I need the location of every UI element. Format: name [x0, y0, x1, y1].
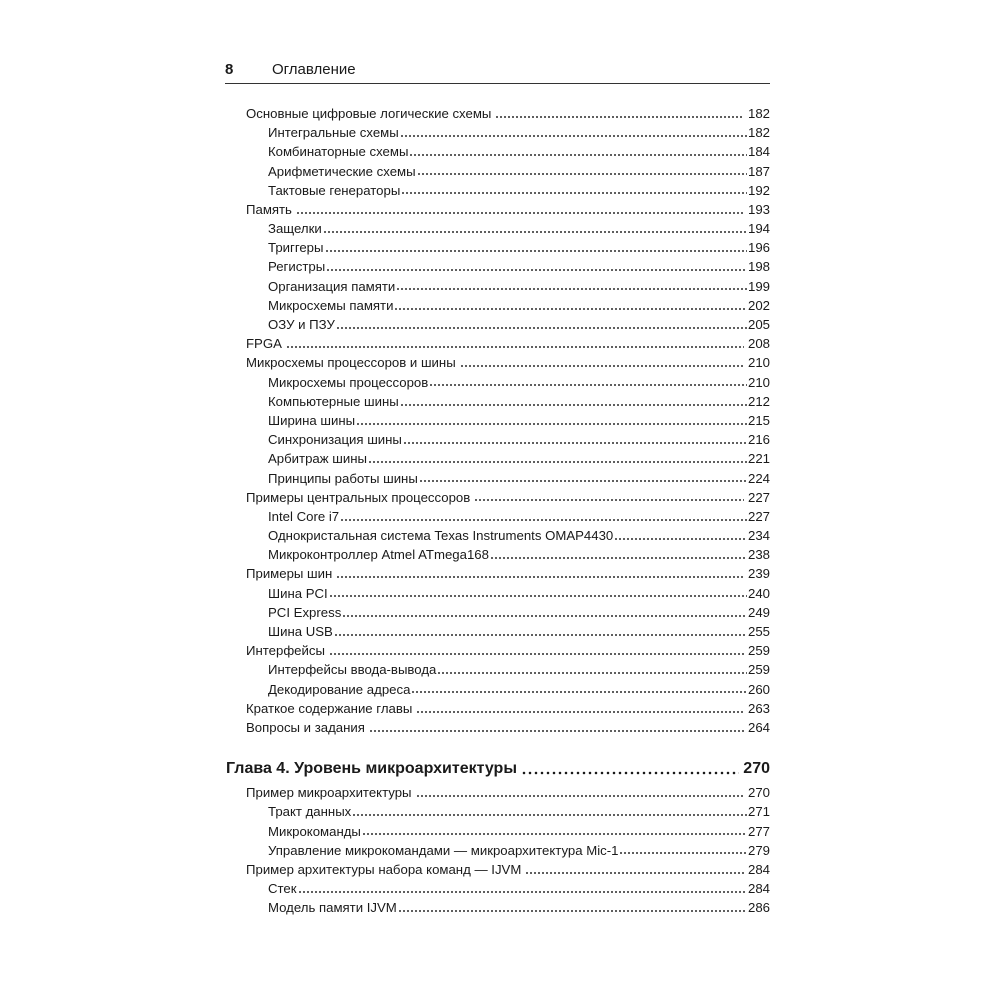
- toc-entry-page-number: 277: [747, 823, 770, 839]
- toc-entry-page-number: 192: [747, 182, 770, 198]
- dot-leader: [417, 172, 747, 177]
- toc-entry[interactable]: [226, 718, 770, 737]
- toc-entry-title: Примеры центральных процессоров: [246, 489, 471, 505]
- dot-leader: [298, 889, 747, 894]
- dot-leader: [525, 870, 744, 875]
- toc-entry[interactable]: [226, 699, 770, 718]
- toc-entry[interactable]: [226, 334, 770, 353]
- toc-entry-title: Комбинаторные схемы: [268, 144, 409, 160]
- toc-entry[interactable]: [226, 353, 770, 372]
- toc-entry[interactable]: [226, 123, 770, 142]
- toc-entry-page-number: 260: [747, 681, 770, 697]
- toc-entry[interactable]: [226, 315, 770, 334]
- toc-entry-page-number: 210: [747, 374, 770, 390]
- toc-entry-page-number: 208: [747, 336, 770, 352]
- dot-leader: [437, 671, 747, 676]
- toc-entry[interactable]: [226, 641, 770, 660]
- dot-leader: [323, 229, 747, 234]
- toc-entry-title: Микроконтроллер Atmel ATmega168: [268, 547, 489, 563]
- dot-leader: [619, 851, 747, 856]
- toc-entry-title: Тактовые генераторы: [268, 182, 401, 198]
- toc-entry-title: Синхронизация шины: [268, 432, 402, 448]
- toc-entry-page-number: 286: [747, 900, 770, 916]
- toc-entry-page-number: 187: [747, 163, 770, 179]
- dot-leader: [336, 325, 747, 330]
- toc-entry[interactable]: [226, 238, 770, 257]
- toc-entry-title: Ширина шины: [268, 412, 356, 428]
- toc-entry-page-number: 227: [747, 489, 770, 505]
- toc-entry[interactable]: [226, 430, 770, 449]
- dot-leader: [325, 249, 747, 254]
- dot-leader: [419, 479, 747, 484]
- toc-entry-page-number: 270: [743, 760, 770, 778]
- toc-entry[interactable]: [226, 296, 770, 315]
- toc-entry-title: Основные цифровые логические схемы: [246, 105, 492, 121]
- toc-entry[interactable]: [226, 181, 770, 200]
- toc-entry[interactable]: [226, 898, 770, 917]
- toc-entry[interactable]: [226, 469, 770, 488]
- toc-entry-page-number: 249: [747, 604, 770, 620]
- toc-entry-title: Тракт данных: [268, 804, 352, 820]
- dot-leader: [356, 421, 747, 426]
- toc-entry-page-number: 239: [747, 566, 770, 582]
- toc-entry-page-number: 196: [747, 240, 770, 256]
- dot-leader: [329, 651, 744, 656]
- toc-entry-title: Интерфейсы: [246, 643, 325, 659]
- toc-entry-title: Шина USB: [268, 624, 333, 640]
- toc-entry-page-number: 202: [747, 297, 770, 313]
- toc-entry-page-number: 259: [747, 662, 770, 678]
- toc-entry-page-number: 234: [747, 528, 770, 544]
- toc-entry-title: Стек: [268, 881, 297, 897]
- toc-entry-title: Краткое содержание главы: [246, 700, 413, 716]
- toc-entry-title: Интегральные схемы: [268, 125, 399, 141]
- dot-leader: [409, 153, 747, 158]
- toc-entry[interactable]: [226, 200, 770, 219]
- toc-entry[interactable]: [226, 488, 770, 507]
- toc-entry-page-number: 279: [747, 842, 770, 858]
- dot-leader: [403, 440, 747, 445]
- table-of-contents: [226, 104, 770, 918]
- toc-entry[interactable]: [226, 822, 770, 841]
- header-divider: [225, 83, 770, 84]
- toc-entry-page-number: 221: [747, 451, 770, 467]
- dot-leader: [336, 575, 744, 580]
- toc-entry[interactable]: [226, 507, 770, 526]
- toc-entry-page-number: 259: [747, 643, 770, 659]
- page-number: 8: [225, 61, 234, 78]
- toc-entry-page-number: 193: [747, 201, 770, 217]
- toc-entry-title: Однокристальная система Texas Instruments OMAP4430: [268, 528, 614, 544]
- toc-chapter-entry[interactable]: [226, 755, 770, 783]
- toc-entry-title: Память: [246, 201, 292, 217]
- toc-entry-title: Триггеры: [268, 240, 324, 256]
- dot-leader: [400, 402, 747, 407]
- toc-entry-title: PCI Express: [268, 604, 342, 620]
- toc-entry-page-number: 224: [747, 470, 770, 486]
- dot-leader: [398, 909, 747, 914]
- dot-leader: [394, 306, 747, 311]
- toc-entry-page-number: 194: [747, 221, 770, 237]
- toc-entry-page-number: 270: [747, 785, 770, 801]
- toc-entry-page-number: 284: [747, 861, 770, 877]
- toc-entry-page-number: 215: [747, 412, 770, 428]
- toc-entry[interactable]: [226, 449, 770, 468]
- toc-entry[interactable]: [226, 373, 770, 392]
- toc-entry-title: Микросхемы процессоров и шины: [246, 355, 456, 371]
- dot-leader: [401, 191, 747, 196]
- toc-entry-page-number: 284: [747, 881, 770, 897]
- dot-leader: [396, 287, 747, 292]
- dot-leader: [521, 770, 739, 776]
- dot-leader: [368, 460, 747, 465]
- toc-entry[interactable]: [226, 802, 770, 821]
- toc-entry-title: Примеры шин: [246, 566, 333, 582]
- toc-entry[interactable]: [226, 622, 770, 641]
- dot-leader: [495, 114, 744, 119]
- dot-leader: [286, 344, 744, 349]
- dot-leader: [362, 832, 747, 837]
- chapter-spacer: [226, 737, 770, 755]
- toc-entry[interactable]: [226, 219, 770, 238]
- toc-entry-page-number: 182: [747, 125, 770, 141]
- toc-entry-title: Организация памяти: [268, 278, 396, 294]
- toc-entry[interactable]: [226, 411, 770, 430]
- running-header: [225, 58, 770, 84]
- toc-entry-title: Принципы работы шины: [268, 470, 418, 486]
- toc-entry[interactable]: [226, 603, 770, 622]
- toc-entry-page-number: 216: [747, 432, 770, 448]
- dot-leader: [460, 364, 744, 369]
- toc-entry[interactable]: [226, 392, 770, 411]
- toc-entry[interactable]: [226, 545, 770, 564]
- toc-entry-title: Глава 4. Уровень микроархитектуры: [226, 760, 517, 778]
- toc-entry-page-number: 271: [747, 804, 770, 820]
- toc-entry-title: Вопросы и задания: [246, 719, 365, 735]
- toc-entry-title: Арифметические схемы: [268, 163, 416, 179]
- toc-entry-title: Защелки: [268, 221, 322, 237]
- toc-entry-title: Микросхемы процессоров: [268, 374, 429, 390]
- dot-leader: [329, 594, 747, 599]
- dot-leader: [342, 613, 747, 618]
- toc-entry-page-number: 205: [747, 317, 770, 333]
- toc-entry-title: ОЗУ и ПЗУ: [268, 317, 335, 333]
- toc-entry-title: Пример микроархитектуры: [246, 785, 412, 801]
- toc-entry-page-number: 263: [747, 700, 770, 716]
- dot-leader: [614, 536, 747, 541]
- dot-leader: [490, 556, 747, 561]
- toc-entry-title: Интерфейсы ввода-вывода: [268, 662, 437, 678]
- toc-entry-title: Intel Core i7: [268, 508, 340, 524]
- toc-entry-page-number: 212: [747, 393, 770, 409]
- toc-entry-title: Микросхемы памяти: [268, 297, 394, 313]
- toc-entry[interactable]: [226, 142, 770, 161]
- toc-entry-title: Компьютерные шины: [268, 393, 399, 409]
- dot-leader: [334, 632, 747, 637]
- toc-entry-title: Регистры: [268, 259, 326, 275]
- toc-entry[interactable]: [226, 783, 770, 802]
- dot-leader: [429, 383, 747, 388]
- dot-leader: [352, 813, 747, 818]
- dot-leader: [411, 690, 747, 695]
- toc-entry[interactable]: [226, 879, 770, 898]
- toc-entry-page-number: 238: [747, 547, 770, 563]
- toc-entry-page-number: 199: [747, 278, 770, 294]
- toc-entry-page-number: 210: [747, 355, 770, 371]
- toc-entry-title: Микрокоманды: [268, 823, 361, 839]
- toc-entry[interactable]: [226, 660, 770, 679]
- toc-entry-page-number: 182: [747, 105, 770, 121]
- dot-leader: [400, 133, 747, 138]
- dot-leader: [369, 728, 744, 733]
- toc-entry-page-number: 184: [747, 144, 770, 160]
- toc-entry-page-number: 255: [747, 624, 770, 640]
- toc-entry[interactable]: [226, 104, 770, 123]
- toc-entry[interactable]: [226, 162, 770, 181]
- toc-entry-page-number: 198: [747, 259, 770, 275]
- toc-entry-title: Модель памяти IJVM: [268, 900, 397, 916]
- toc-entry-title: Управление микрокомандами — микроархитектура Mic-1: [268, 842, 619, 858]
- toc-entry[interactable]: [226, 584, 770, 603]
- dot-leader: [340, 517, 747, 522]
- dot-leader: [474, 498, 744, 503]
- toc-entry-title: Шина PCI: [268, 585, 328, 601]
- toc-entry-title: FPGA: [246, 336, 282, 352]
- dot-leader: [416, 709, 744, 714]
- toc-entry[interactable]: [226, 526, 770, 545]
- dot-leader: [296, 210, 744, 215]
- toc-entry-page-number: 227: [747, 508, 770, 524]
- toc-entry-title: Арбитраж шины: [268, 451, 367, 467]
- toc-entry-page-number: 240: [747, 585, 770, 601]
- toc-entry[interactable]: [226, 258, 770, 277]
- toc-entry-title: Пример архитектуры набора команд — IJVM: [246, 861, 522, 877]
- toc-entry-page-number: 264: [747, 719, 770, 735]
- toc-entry-title: Декодирование адреса: [268, 681, 411, 697]
- running-header-title: Оглавление: [272, 61, 356, 78]
- dot-leader: [326, 268, 747, 273]
- toc-entry[interactable]: [226, 680, 770, 699]
- toc-entry[interactable]: [226, 565, 770, 584]
- toc-entry[interactable]: [226, 860, 770, 879]
- dot-leader: [416, 793, 744, 798]
- toc-entry[interactable]: [226, 277, 770, 296]
- toc-entry[interactable]: [226, 841, 770, 860]
